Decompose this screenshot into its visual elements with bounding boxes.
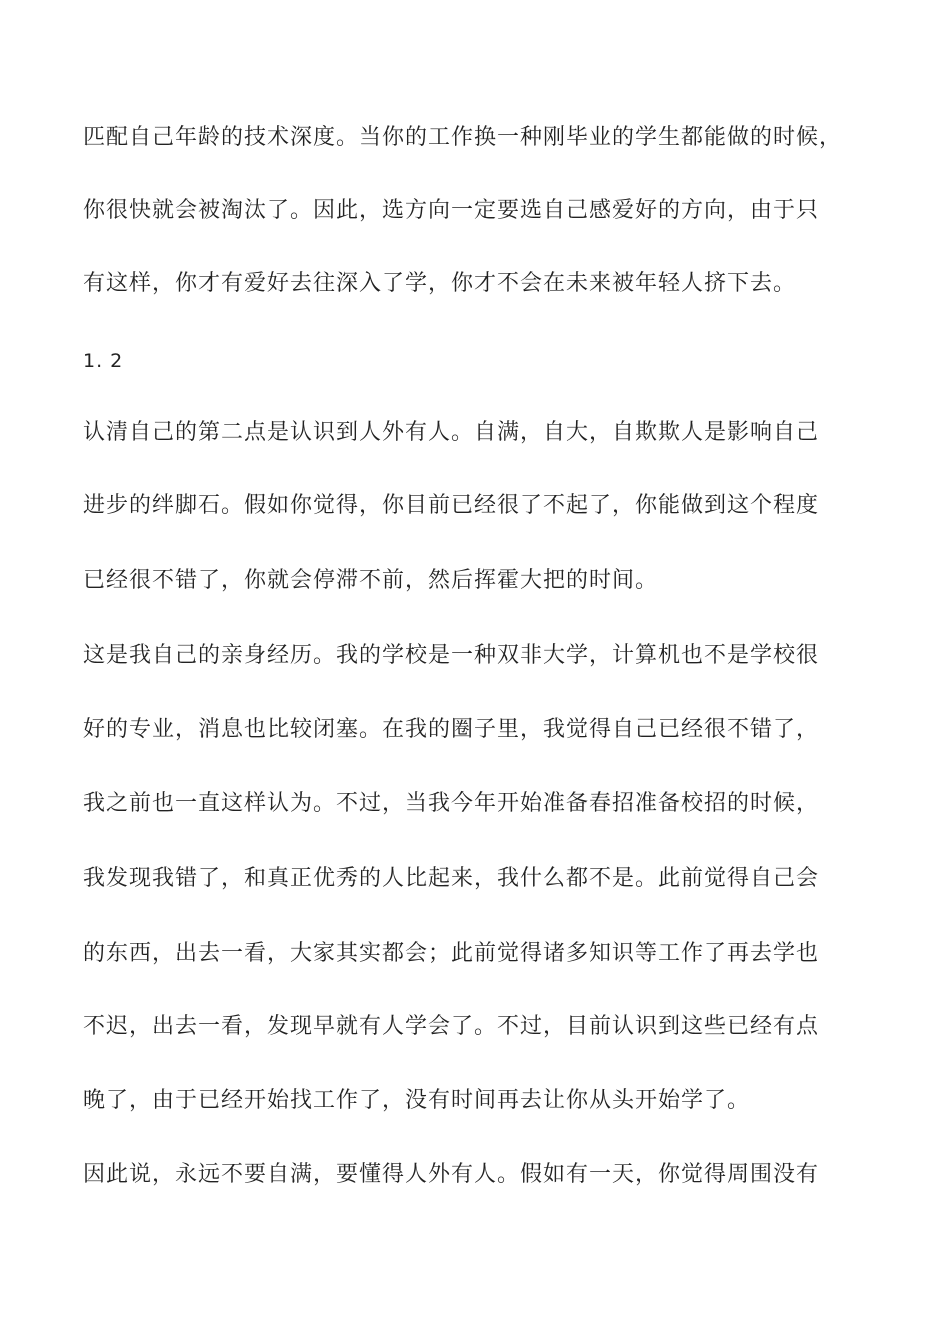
text-line: 你很快就会被淘汰了。因此，选方向一定要选自己感爱好的方向，由于只 bbox=[83, 198, 820, 223]
text-line: 好的专业，消息也比较闭塞。在我的圈子里，我觉得自己已经很不错了， bbox=[83, 717, 820, 742]
text-line: 不迟，出去一看，发现早就有人学会了。不过，目前认识到这些已经有点 bbox=[83, 1014, 820, 1039]
text-line: 进步的绊脚石。假如你觉得，你目前已经很了不起了，你能做到这个程度 bbox=[83, 493, 820, 518]
text-line: 这是我自己的亲身经历。我的学校是一种双非大学，计算机也不是学校很 bbox=[83, 643, 820, 668]
text-line: 我之前也一直这样认为。不过，当我今年开始准备春招准备校招的时候， bbox=[83, 791, 820, 816]
text-line: 我发现我错了，和真正优秀的人比起来，我什么都不是。此前觉得自己会 bbox=[83, 866, 820, 891]
text-line: 已经很不错了，你就会停滞不前，然后挥霍大把的时间。 bbox=[83, 568, 659, 593]
text-line: 因此说，永远不要自满，要懂得人外有人。假如有一天，你觉得周围没有 bbox=[83, 1162, 820, 1187]
section-number: 1. 2 bbox=[83, 350, 124, 372]
text-line: 认清自己的第二点是认识到人外有人。自满，自大，自欺欺人是影响自己 bbox=[83, 420, 820, 445]
text-line: 的东西，出去一看，大家其实都会；此前觉得诸多知识等工作了再去学也 bbox=[83, 941, 820, 966]
text-line: 晚了，由于已经开始找工作了，没有时间再去让你从头开始学了。 bbox=[83, 1088, 751, 1113]
text-line: 匹配自己年龄的技术深度。当你的工作换一种刚毕业的学生都能做的时候， bbox=[83, 125, 843, 150]
text-line: 有这样，你才有爱好去往深入了学，你才不会在未来被年轻人挤下去。 bbox=[83, 271, 797, 296]
